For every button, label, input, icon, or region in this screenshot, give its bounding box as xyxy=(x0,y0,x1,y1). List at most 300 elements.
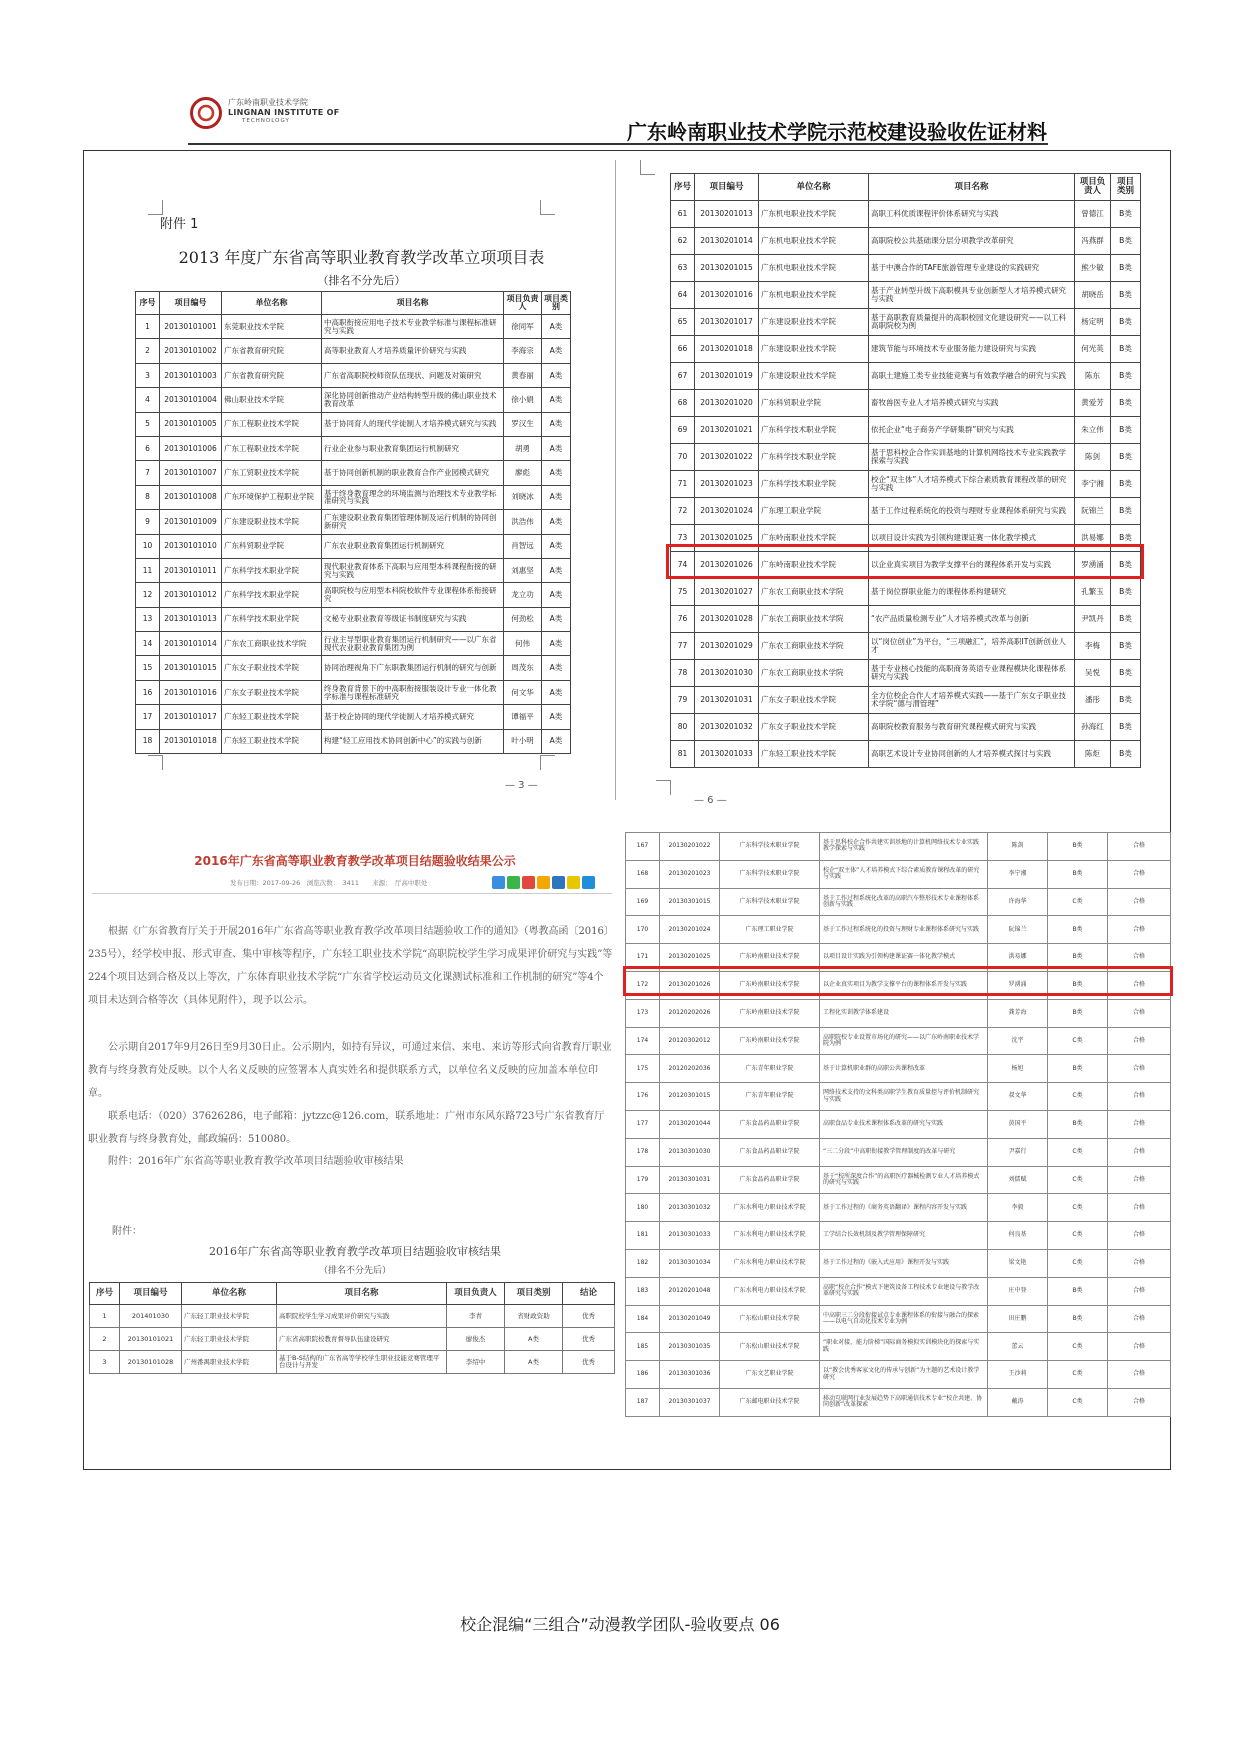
table-cell: “三二分段”中高职衔接教学管理制度的改革与研究 xyxy=(820,1138,988,1166)
table-cell: 179 xyxy=(626,1166,660,1194)
column-header: 序号 xyxy=(90,1283,120,1305)
highlight-box-project-172 xyxy=(623,966,1173,996)
attachment-label: 附件 1 xyxy=(160,217,199,232)
share-wechat-icon[interactable] xyxy=(507,876,520,889)
table-cell: 广东工贸职业技术学院 xyxy=(222,461,322,485)
table-cell: 广东农工商职业技术学院 xyxy=(759,579,869,606)
table-cell: 20130201021 xyxy=(695,417,759,444)
table-cell: 陈剑 xyxy=(988,833,1048,861)
table-cell: 广东科学技术职业学院 xyxy=(720,860,820,888)
table-cell: 广东农工商职业技术学院 xyxy=(759,606,869,633)
table-cell: A类 xyxy=(542,705,571,729)
table-cell: 王沙莉 xyxy=(988,1361,1048,1389)
table-cell: 广东环境保护工程职业学院 xyxy=(222,485,322,509)
table-cell: 合格 xyxy=(1108,1055,1171,1083)
table-cell: 20130201022 xyxy=(660,833,720,861)
table-cell: 基于产业转型升级下高职模具专业创新型人才培养模式研究与实践 xyxy=(869,282,1075,309)
table-cell: C类 xyxy=(1048,1194,1108,1222)
table-cell: 20130201016 xyxy=(695,282,759,309)
table-cell: 廖俊杰 xyxy=(447,1328,505,1351)
table-cell: 广东农工商职业技术学院 xyxy=(759,660,869,687)
table-cell: 广东水利电力职业技术学院 xyxy=(720,1222,820,1250)
table-cell: 广东轻工职业技术学院 xyxy=(222,729,322,753)
table-cell: 行业主导型职业教育集团运行机制研究——以广东省现代农业职业教育集团为例 xyxy=(322,632,504,656)
table-cell: 基于岗位群职业能力的课程体系构建研究 xyxy=(869,579,1075,606)
table-cell: B类 xyxy=(1111,228,1141,255)
table-row xyxy=(626,916,1171,944)
table-row xyxy=(626,999,1171,1027)
table-cell: 网络技术支持的文科类高职学生教育质量控与评价机制研究与实践 xyxy=(820,1083,988,1111)
table-cell: 176 xyxy=(626,1083,660,1111)
table-cell: 基于思科校企合作共建实训基地的计算机网络技术专业实践教学探索与实践 xyxy=(820,833,988,861)
table-cell: 以“岗位创业”为平台，“三项融汇”，培养高职IT创新创业人才 xyxy=(869,633,1075,660)
table-cell: C类 xyxy=(1048,1083,1108,1111)
table-cell: B类 xyxy=(1048,1277,1108,1305)
table-row xyxy=(671,471,1141,498)
table-cell: 20130201018 xyxy=(695,336,759,363)
table-cell: 广东邮电职业技术学院 xyxy=(720,1388,820,1416)
table-cell: 合格 xyxy=(1108,860,1171,888)
table-row xyxy=(136,436,571,460)
table-cell: B类 xyxy=(1111,255,1141,282)
table-cell: 黄国平 xyxy=(988,1110,1048,1138)
table-cell: 高职土建施工类专业技能竞赛与有效教学融合的研究与实践 xyxy=(869,363,1075,390)
table-cell: 刘晓冰 xyxy=(504,485,542,509)
table-cell: 广东青年职业学院 xyxy=(720,1055,820,1083)
crop-mark xyxy=(640,160,655,175)
table-cell: 20130201049 xyxy=(660,1305,720,1333)
table-cell: 叔文华 xyxy=(988,1083,1048,1111)
table-cell: 广东建设职业技术学院 xyxy=(222,510,322,534)
table-cell: 6 xyxy=(136,436,160,460)
table-row xyxy=(136,339,571,363)
table-cell: 高职院校学生学习成果评价研究与实践 xyxy=(277,1305,447,1328)
table-cell: 东莞职业技术学院 xyxy=(222,315,322,339)
column-header: 项目编号 xyxy=(695,174,759,201)
table-cell: 广东轻工职业技术学院 xyxy=(182,1328,277,1351)
results-subtitle: （排名不分先后） xyxy=(318,1266,391,1276)
table-row xyxy=(671,201,1141,228)
table-cell: 20130201033 xyxy=(695,741,759,768)
table-row xyxy=(626,1055,1171,1083)
table-cell: 梁文艳 xyxy=(988,1249,1048,1277)
table-cell: 基于工作过程系统化的投资与理财专业课程体系研究与实践 xyxy=(820,916,988,944)
table-row xyxy=(626,1222,1171,1250)
table-cell: 合格 xyxy=(1108,1194,1171,1222)
logo-name-cn: 广东岭南职业技术学院 xyxy=(228,98,308,107)
table-cell: 11 xyxy=(136,558,160,582)
table-cell: 终身教育背景下的中高职衔接服装设计专业一体化教学标准与课程标准研究 xyxy=(322,680,504,704)
column-header: 项目类别 xyxy=(542,292,571,315)
table-cell: 庄中登 xyxy=(988,1277,1048,1305)
table-cell: 高职院校教育服务与教育研究课程模式研究与实践 xyxy=(869,714,1075,741)
table-cell: 20130201029 xyxy=(695,633,759,660)
table-cell: 建筑节能与环境技术专业服务能力建设研究与实践 xyxy=(869,336,1075,363)
table-cell: B类 xyxy=(1111,282,1141,309)
table-cell: 广东女子职业技术学院 xyxy=(759,687,869,714)
table-cell: C类 xyxy=(1048,1027,1108,1055)
table-cell: 现代职业教育体系下高职与应用型本科课程衔接的研究与实践 xyxy=(322,558,504,582)
share-qzone-icon[interactable] xyxy=(537,876,550,889)
table-row xyxy=(136,607,571,631)
column-header: 项目负责人 xyxy=(1075,174,1111,201)
table-row xyxy=(671,228,1141,255)
table-cell: 中高职衔接应用电子技术专业教学标准与课程标准研究与实践 xyxy=(322,315,504,339)
table-cell: C类 xyxy=(1048,1249,1108,1277)
table-cell: 广东农工商职业技术学院 xyxy=(222,632,322,656)
table-cell: 优秀 xyxy=(563,1328,615,1351)
table-cell: 李宁湘 xyxy=(1075,471,1111,498)
table-cell: 合格 xyxy=(1108,1249,1171,1277)
table-cell: 胡晓岳 xyxy=(1075,282,1111,309)
announcement-title: 2016年广东省高等职业教育教学改革项目结题验收结果公示 xyxy=(194,854,516,868)
table-cell: 20120202036 xyxy=(660,1055,720,1083)
table-cell: 20130201025 xyxy=(660,944,720,972)
table-cell: 20130201044 xyxy=(660,1110,720,1138)
announcement-divider xyxy=(92,893,612,894)
table-cell: 186 xyxy=(626,1361,660,1389)
table-cell: 8 xyxy=(136,485,160,509)
table-cell: B类 xyxy=(1048,944,1108,972)
table-cell: 13 xyxy=(136,607,160,631)
table-cell: 12 xyxy=(136,583,160,607)
table-cell: 高等职业教育人才培养质量评价研究与实践 xyxy=(322,339,504,363)
table-cell: B类 xyxy=(1111,525,1141,552)
table-cell: 20120202026 xyxy=(660,999,720,1027)
column-header: 项目负责人 xyxy=(504,292,542,315)
table-cell: 戴涛 xyxy=(988,1388,1048,1416)
table-row xyxy=(626,1166,1171,1194)
table-cell: 陈炬 xyxy=(1075,741,1111,768)
table-row xyxy=(671,390,1141,417)
table-cell: 68 xyxy=(671,390,695,417)
table-cell: A类 xyxy=(542,729,571,753)
table-cell: 李青 xyxy=(447,1305,505,1328)
table-cell: 广东轻工职业技术学院 xyxy=(222,705,322,729)
results-title: 2016年广东省高等职业教育教学改革项目结题验收审核结果 xyxy=(209,1245,501,1258)
table-cell: 75 xyxy=(671,579,695,606)
table-cell: 李梅 xyxy=(1075,633,1111,660)
table-cell: 64 xyxy=(671,282,695,309)
table-cell: 基于工作过程系统化改革的高职汽车整形技术专业课程体系创新与实践 xyxy=(820,888,988,916)
crop-mark xyxy=(540,755,555,770)
share-star-icon[interactable] xyxy=(567,876,580,889)
table-cell: 20130101016 xyxy=(160,680,222,704)
table-cell: 高职院校公共基础课分层分项教学改革研究 xyxy=(869,228,1075,255)
table-cell: 广东科学技术职业学院 xyxy=(222,558,322,582)
table-cell: 广东岭南职业技术学院 xyxy=(759,525,869,552)
table-row xyxy=(90,1351,615,1374)
school-seal-icon xyxy=(190,97,222,129)
table-cell: 20130301031 xyxy=(660,1166,720,1194)
table-cell: 20130301037 xyxy=(660,1388,720,1416)
table-cell: 广东食品药品职业学院 xyxy=(720,1110,820,1138)
table-row xyxy=(671,336,1141,363)
table-cell: 广东岭南职业技术学院 xyxy=(720,971,820,999)
table-cell: 20130201014 xyxy=(695,228,759,255)
table-row xyxy=(671,363,1141,390)
table-row xyxy=(626,1361,1171,1389)
table-cell: 基于高职教育质量提升的高职校园文化建设研究——以工科高职院校为例 xyxy=(869,309,1075,336)
table-cell: B类 xyxy=(1111,579,1141,606)
table-cell: B类 xyxy=(1048,999,1108,1027)
table-cell: 184 xyxy=(626,1305,660,1333)
table-cell: 合格 xyxy=(1108,1083,1171,1111)
table-row xyxy=(671,714,1141,741)
table-cell: B类 xyxy=(1111,390,1141,417)
table-cell: 罗湧涌 xyxy=(988,971,1048,999)
table-cell: 广东轻工职业技术学院 xyxy=(759,741,869,768)
table-cell: 广东机电职业技术学院 xyxy=(759,255,869,282)
table-cell: 合格 xyxy=(1108,999,1171,1027)
table-cell: 佛山职业技术学院 xyxy=(222,388,322,412)
table-cell: 17 xyxy=(136,705,160,729)
table-cell: 全方位校企合作人才培养模式实践——基于广东女子职业技术学院“德与渭管理” xyxy=(869,687,1075,714)
table-cell: 3 xyxy=(136,363,160,387)
table-cell: 广东理工职业学院 xyxy=(720,916,820,944)
table-cell: 以项目设计实践为引领构建课证赛一体化教学模式 xyxy=(820,944,988,972)
table-cell: B类 xyxy=(1111,498,1141,525)
table-cell: 移动互联网行业发展趋势下高职通信技术专业“校企共建、协同创新”改革探索 xyxy=(820,1388,988,1416)
table-cell: 合格 xyxy=(1108,833,1171,861)
table-cell: 基于B-S结构的广东省高等学校学生职业技能竞赛管理平台设计与开发 xyxy=(277,1351,447,1374)
table-cell: 20130101017 xyxy=(160,705,222,729)
table-cell: C类 xyxy=(1048,888,1108,916)
table-cell: 洪浩伟 xyxy=(504,510,542,534)
table-cell: B类 xyxy=(1111,471,1141,498)
table-cell: 168 xyxy=(626,860,660,888)
table-cell: 66 xyxy=(671,336,695,363)
table-cell: 工学结合长效机制及教学管理保障研究 xyxy=(820,1222,988,1250)
table-cell: 20130201015 xyxy=(695,255,759,282)
table-row xyxy=(626,1083,1171,1111)
table-cell: 20130101021 xyxy=(120,1328,182,1351)
table-cell: 20130201027 xyxy=(695,579,759,606)
table-row xyxy=(90,1328,615,1351)
table-cell: 65 xyxy=(671,309,695,336)
share-weibo-icon[interactable] xyxy=(522,876,535,889)
table-cell: 183 xyxy=(626,1277,660,1305)
table-cell: 70 xyxy=(671,444,695,471)
table-cell: 朱立伟 xyxy=(1075,417,1111,444)
table-cell: 肖智远 xyxy=(504,534,542,558)
announcement-paragraph-4: 附件：2016年广东省高等职业教育教学改革项目结题验收审核结果 xyxy=(108,1156,404,1167)
table-cell: A类 xyxy=(542,461,571,485)
table-cell: 合格 xyxy=(1108,1388,1171,1416)
logo-name-en: LINGNAN INSTITUTE OF xyxy=(228,108,340,117)
table-cell: 广东建设职业技术学院 xyxy=(759,309,869,336)
table-cell: 175 xyxy=(626,1055,660,1083)
table-row xyxy=(136,485,571,509)
table-cell: 79 xyxy=(671,687,695,714)
table-cell: 20130201025 xyxy=(695,525,759,552)
table-row xyxy=(671,579,1141,606)
table-cell: B类 xyxy=(1111,687,1141,714)
table-cell: 20130201032 xyxy=(695,714,759,741)
table-cell: 广东科贸职业学院 xyxy=(222,534,322,558)
table-cell: 18 xyxy=(136,729,160,753)
column-header: 项目名称 xyxy=(869,174,1075,201)
table-cell: 20130201020 xyxy=(695,390,759,417)
column-header: 序号 xyxy=(136,292,160,315)
table-cell: “职业对接，能力阶梯”国际商务模拟实训模块化的探索与实践 xyxy=(820,1333,988,1361)
table-cell: 172 xyxy=(626,971,660,999)
table-cell: 62 xyxy=(671,228,695,255)
table-cell: 178 xyxy=(626,1138,660,1166)
table-cell: 广东岭南职业技术学院 xyxy=(720,999,820,1027)
share-people-icon[interactable] xyxy=(582,876,595,889)
table-cell: 20130201028 xyxy=(695,606,759,633)
table-cell: 合格 xyxy=(1108,1110,1171,1138)
table-cell: B类 xyxy=(1111,714,1141,741)
table-cell: 广东岭南职业技术学院 xyxy=(720,944,820,972)
table-cell: 龙立功 xyxy=(504,583,542,607)
table-cell: 20120301015 xyxy=(660,1083,720,1111)
table-cell: 15 xyxy=(136,656,160,680)
table-cell: 20130201017 xyxy=(695,309,759,336)
table-cell: 合格 xyxy=(1108,1333,1171,1361)
announcement-paragraph-3: 联系电话：（020）37626286，电子邮箱：jytzzc@126.com，联系地址：广州市东风东路723号广东省教育厅职业教育与终身教育处，邮政编码：510080。 xyxy=(88,1111,605,1145)
table-cell: 阮锦兰 xyxy=(1075,498,1111,525)
table-cell: 省财政资助 xyxy=(505,1305,563,1328)
table-cell: 20130301036 xyxy=(660,1361,720,1389)
table-cell: 尹嘉行 xyxy=(988,1138,1048,1166)
table-cell: A类 xyxy=(542,388,571,412)
table-cell: 广东工程职业技术学院 xyxy=(222,412,322,436)
table-cell: 何光英 xyxy=(1075,336,1111,363)
table-row xyxy=(136,729,571,753)
table-cell: 广东青年职业学院 xyxy=(720,1083,820,1111)
table-cell: 20130101014 xyxy=(160,632,222,656)
page-number: — 3 — xyxy=(505,780,538,791)
table-row xyxy=(626,1194,1171,1222)
table-cell: 广东科学技术职业学院 xyxy=(720,888,820,916)
table-cell: 广东女子职业技术学院 xyxy=(222,680,322,704)
table-row xyxy=(136,412,571,436)
table-cell: C类 xyxy=(1048,1361,1108,1389)
table-cell: A类 xyxy=(542,510,571,534)
table-cell: 72 xyxy=(671,498,695,525)
table-cell: 沈宇 xyxy=(988,1027,1048,1055)
table-cell: 许海华 xyxy=(988,888,1048,916)
table-cell: 201401030 xyxy=(120,1305,182,1328)
table-cell: 广东岭南职业技术学院 xyxy=(720,1027,820,1055)
table-cell: 基于协同创新机制的职业教育合作产业园模式研究 xyxy=(322,461,504,485)
table-cell: A类 xyxy=(542,607,571,631)
table-cell: 陈剑 xyxy=(1075,444,1111,471)
table-cell: 174 xyxy=(626,1027,660,1055)
table-row xyxy=(90,1305,615,1328)
table-row xyxy=(671,633,1141,660)
table-cell: 20130201023 xyxy=(660,860,720,888)
table-cell: 20130201013 xyxy=(695,201,759,228)
table-cell: 谭福平 xyxy=(504,705,542,729)
table-cell: 杨旭 xyxy=(988,1055,1048,1083)
table-cell: 20130101012 xyxy=(160,583,222,607)
table-cell: 合格 xyxy=(1108,1138,1171,1166)
table-cell: 20130301015 xyxy=(660,888,720,916)
table-cell: 蕾云 xyxy=(988,1333,1048,1361)
table-cell: 构建“轻工应用技术协同创新中心”的实践与创新 xyxy=(322,729,504,753)
share-bar[interactable] xyxy=(492,874,612,888)
table-cell: 广东松山职业技术学院 xyxy=(720,1333,820,1361)
table-cell: B类 xyxy=(1111,309,1141,336)
table-cell: 基于工作过程的《嵌入式应用》课程开发与实践 xyxy=(820,1249,988,1277)
share-plus-icon[interactable] xyxy=(492,876,505,889)
announcement-meta: 发布日期：2017-09-26 浏览次数： 3411 来源： 厅高中职处 xyxy=(230,879,428,887)
table-cell: 广东机电职业技术学院 xyxy=(759,282,869,309)
column-header: 项目类别 xyxy=(1111,174,1141,201)
table-cell: 170 xyxy=(626,916,660,944)
table-cell: 广东岭南职业技术学院 xyxy=(759,552,869,579)
table-row xyxy=(671,741,1141,768)
table-cell: 广东水利电力职业技术学院 xyxy=(720,1249,820,1277)
table-cell: 20130101007 xyxy=(160,461,222,485)
table-cell: 20130101001 xyxy=(160,315,222,339)
table-row xyxy=(136,680,571,704)
table-cell: 182 xyxy=(626,1249,660,1277)
table-cell: B类 xyxy=(1048,860,1108,888)
table-row xyxy=(136,388,571,412)
table-row xyxy=(626,833,1171,861)
table-cell: A类 xyxy=(542,632,571,656)
table-cell: 20130101008 xyxy=(160,485,222,509)
table-cell: 以企业真实项目为教学支撑平台的课程体系开发与实践 xyxy=(869,552,1075,579)
table-cell: 5 xyxy=(136,412,160,436)
table-cell: 广东科学技术职业学院 xyxy=(222,583,322,607)
table-cell: A类 xyxy=(505,1328,563,1351)
table-cell: 基于校企协同的现代学徒制人才培养模式研究 xyxy=(322,705,504,729)
table-row xyxy=(626,1110,1171,1138)
table-cell: 广东省教育研究院 xyxy=(222,339,322,363)
table-cell: 李毅 xyxy=(988,1194,1048,1222)
table-cell: B类 xyxy=(1111,444,1141,471)
column-header: 单位名称 xyxy=(222,292,322,315)
table-cell: 中高职三二分段衔接试点专业课程体系的衔接与融合的探索——以电气自动化技术专业为例 xyxy=(820,1305,988,1333)
table-cell: 阮锦兰 xyxy=(988,916,1048,944)
table-cell: 潘彤 xyxy=(1075,687,1111,714)
table-cell: 4 xyxy=(136,388,160,412)
table-row xyxy=(136,510,571,534)
results-table-continued xyxy=(625,832,1171,1417)
table-cell: 何文华 xyxy=(504,680,542,704)
table-cell: 2 xyxy=(136,339,160,363)
table-cell: 广东机电职业技术学院 xyxy=(759,228,869,255)
table-cell: 76 xyxy=(671,606,695,633)
highlight-box-project-74 xyxy=(666,544,1144,579)
table-cell: 徐小娟 xyxy=(504,388,542,412)
table-cell: 20130201026 xyxy=(695,552,759,579)
table-cell: A类 xyxy=(542,436,571,460)
table-cell: A类 xyxy=(542,339,571,363)
table-cell: 以项目设计实践为引领构建课证赛一体化教学模式 xyxy=(869,525,1075,552)
table-cell: 69 xyxy=(671,417,695,444)
table-cell: 洪易娜 xyxy=(1075,525,1111,552)
table-cell: 3 xyxy=(90,1351,120,1374)
table-cell: 20130201031 xyxy=(695,687,759,714)
table-cell: 合格 xyxy=(1108,1166,1171,1194)
table-cell: B类 xyxy=(1111,606,1141,633)
table-cell: 20130101002 xyxy=(160,339,222,363)
table-cell: C类 xyxy=(1048,1166,1108,1194)
table-cell: 广东水利电力职业技术学院 xyxy=(720,1277,820,1305)
table-cell: 以企业真实项目为教学支撑平台的课程体系开发与实践 xyxy=(820,971,988,999)
table-row xyxy=(626,1249,1171,1277)
table-cell: 基于“校所深度合作”的高职医疗器械检测专业人才培养模式的研究与实践 xyxy=(820,1166,988,1194)
table-cell: 广东理工职业学院 xyxy=(759,498,869,525)
column-header: 项目名称 xyxy=(277,1283,447,1305)
share-tencent-icon[interactable] xyxy=(552,876,565,889)
